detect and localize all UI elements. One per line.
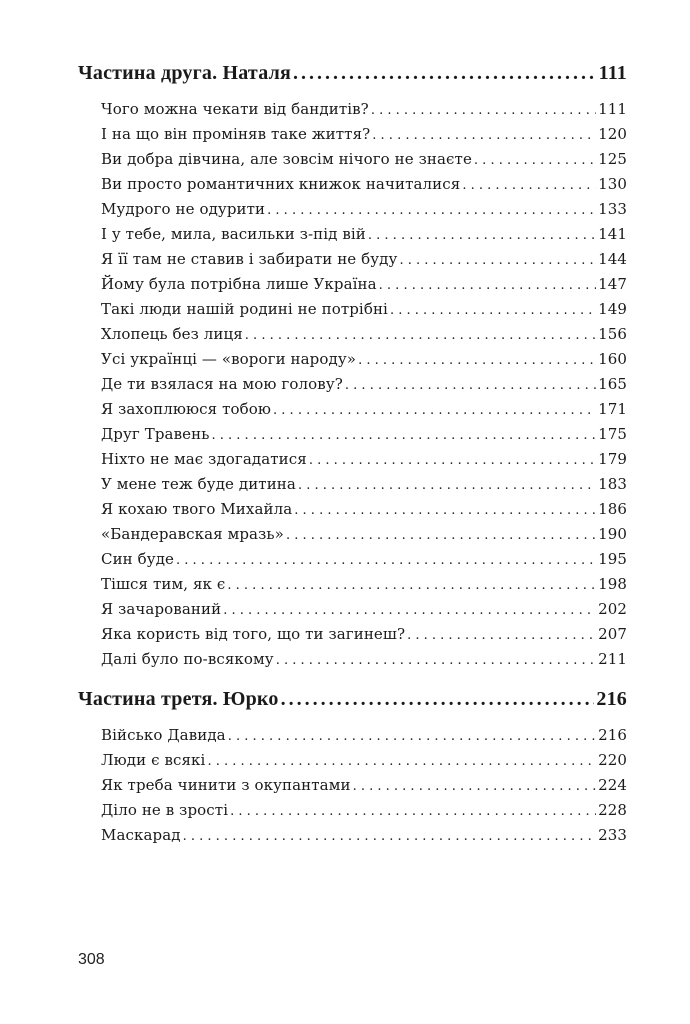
dot-leader: [294, 500, 596, 518]
chapter-title: Мудрого не одурити: [101, 200, 266, 218]
part-title: Частина третя. Юрко: [78, 688, 279, 710]
chapter-page: 211: [598, 650, 627, 668]
toc-entry: [101, 100, 627, 118]
chapter-page: 198: [598, 575, 627, 593]
chapter-title: Ви просто романтичних книжок начиталися: [101, 175, 461, 193]
chapter-title: Друг Травень: [101, 425, 210, 443]
chapter-title: Люди є всякі: [101, 751, 206, 769]
dot-leader: [399, 250, 596, 268]
chapter-page: 149: [598, 300, 627, 318]
chapter-title: Син буде: [101, 550, 175, 568]
toc-entry: [101, 550, 627, 568]
chapter-title: Яка користь від того, що ти загинеш?: [101, 625, 406, 643]
chapter-page: 179: [598, 450, 627, 468]
toc-entry: [101, 200, 627, 218]
chapter-title: Ви добра дівчина, але зовсім нічого не знаєте: [101, 150, 472, 168]
toc-entry: [101, 125, 627, 143]
toc-entry: [101, 751, 627, 769]
part-title: Частина друга. Наталя: [78, 62, 292, 84]
chapter-title: Я захоплююся тобою: [101, 400, 272, 418]
chapter-page: 207: [598, 625, 627, 643]
dot-leader: [286, 525, 596, 543]
chapter-page: 120: [598, 125, 627, 143]
dot-leader: [379, 275, 596, 293]
part-page: 216: [596, 688, 627, 710]
dot-leader: [298, 475, 596, 493]
chapter-title: Де ти взялася на мою голову?: [101, 375, 343, 393]
toc-entry: [101, 225, 627, 243]
dot-leader: [276, 650, 596, 668]
dot-leader: [230, 801, 596, 819]
chapter-page: 171: [598, 400, 627, 418]
dot-leader: [390, 300, 596, 318]
chapter-title: Я зачарований: [101, 600, 222, 618]
dot-leader: [462, 175, 596, 193]
chapter-page: 228: [598, 801, 627, 819]
toc-entry: [101, 801, 627, 819]
chapter-page: 133: [598, 200, 627, 218]
page-number: 308: [78, 951, 105, 968]
dot-leader: [223, 600, 596, 618]
dot-leader: [353, 776, 596, 794]
toc-entry: [101, 600, 627, 618]
dot-leader: [474, 150, 596, 168]
toc-entry: [101, 776, 627, 794]
toc-entry: [101, 375, 627, 393]
dot-leader: [245, 325, 596, 343]
dot-leader: [273, 400, 596, 418]
chapter-title: Маскарад: [101, 826, 181, 844]
toc-entry: [101, 450, 627, 468]
dot-leader: [372, 125, 596, 143]
chapter-page: 156: [598, 325, 627, 343]
toc-entry: [101, 575, 627, 593]
dot-leader: [227, 575, 596, 593]
toc-entry: [101, 425, 627, 443]
dot-leader: [371, 100, 596, 118]
chapter-page: 224: [598, 776, 627, 794]
chapter-title: Я кохаю твого Михайла: [101, 500, 293, 518]
toc-entry: [101, 475, 627, 493]
chapter-page: 202: [598, 600, 627, 618]
part-heading: [78, 688, 627, 711]
dot-leader: [345, 375, 596, 393]
part-heading: [78, 62, 627, 85]
part-page: 111: [598, 62, 627, 84]
chapter-title: Далі було по-всякому: [101, 650, 274, 668]
chapter-page: 183: [598, 475, 627, 493]
toc-entry: [101, 726, 627, 744]
toc-entry: [101, 650, 627, 668]
chapter-page: 125: [598, 150, 627, 168]
chapter-page: 141: [598, 225, 627, 243]
chapter-page: 130: [598, 175, 627, 193]
toc-entry: [101, 250, 627, 268]
dot-leader: [176, 550, 596, 568]
chapter-page: 160: [598, 350, 627, 368]
chapter-title: І на що він проміняв таке життя?: [101, 125, 371, 143]
dot-leader: [309, 450, 596, 468]
dot-leader: [368, 225, 596, 243]
chapter-title: Такі люди нашій родині не потрібні: [101, 300, 388, 318]
toc-entry: [101, 525, 627, 543]
chapter-title: Хлопець без лиця: [101, 325, 243, 343]
chapter-title: Військо Давида: [101, 726, 226, 744]
chapter-title: У мене теж буде дитина: [101, 475, 296, 493]
chapter-page: 233: [598, 826, 627, 844]
dot-leader: [293, 62, 597, 85]
toc-entry: [101, 350, 627, 368]
chapter-page: 186: [598, 500, 627, 518]
dot-leader: [228, 726, 596, 744]
chapter-title: «Бандеравская мразь»: [101, 525, 284, 543]
chapter-title: Діло не в зрості: [101, 801, 229, 819]
chapter-page: 190: [598, 525, 627, 543]
dot-leader: [183, 826, 596, 844]
toc-entry: [101, 150, 627, 168]
chapter-page: 111: [598, 100, 627, 118]
dot-leader: [407, 625, 596, 643]
dot-leader: [281, 688, 595, 711]
toc-entry: [101, 400, 627, 418]
chapter-page: 175: [598, 425, 627, 443]
chapter-page: 147: [598, 275, 627, 293]
dot-leader: [212, 425, 597, 443]
toc-entry: [101, 625, 627, 643]
toc-entry: [101, 300, 627, 318]
chapter-title: Йому була потрібна лише Україна: [101, 275, 377, 293]
chapter-page: 195: [598, 550, 627, 568]
chapter-title: Як треба чинити з окупантами: [101, 776, 351, 794]
dot-leader: [207, 751, 596, 769]
toc-entry: [101, 826, 627, 844]
toc-entry: [101, 325, 627, 343]
toc-entry: [101, 175, 627, 193]
dot-leader: [358, 350, 596, 368]
chapter-title: Я її там не ставив і забирати не буду: [101, 250, 398, 268]
chapter-title: Усі українці — «вороги народу»: [101, 350, 357, 368]
dot-leader: [267, 200, 596, 218]
chapter-page: 216: [598, 726, 627, 744]
chapter-page: 165: [598, 375, 627, 393]
chapter-title: Тішся тим, як є: [101, 575, 226, 593]
chapter-page: 220: [598, 751, 627, 769]
chapter-title: І у тебе, мила, васильки з-під вій: [101, 225, 366, 243]
chapter-title: Ніхто не має здогадатися: [101, 450, 307, 468]
toc-entry: [101, 500, 627, 518]
toc-entry: [101, 275, 627, 293]
chapter-title: Чого можна чекати від бандитів?: [101, 100, 369, 118]
chapter-page: 144: [598, 250, 627, 268]
